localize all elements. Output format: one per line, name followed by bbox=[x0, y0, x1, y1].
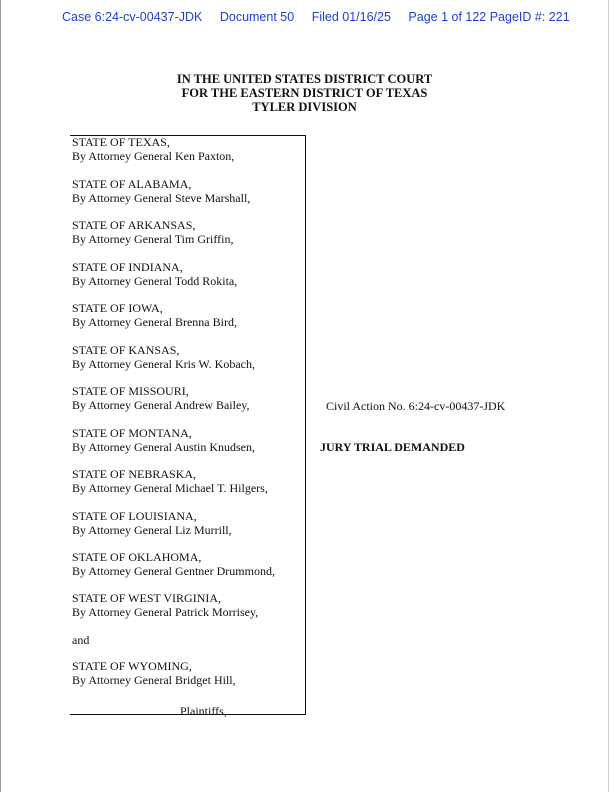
party-attorney-general: By Attorney General Bridget Hill, bbox=[72, 673, 236, 687]
conjunction-and: and bbox=[72, 633, 90, 647]
document-number: Document 50 bbox=[219, 10, 295, 24]
plaintiffs-label: Plaintiffs, bbox=[180, 704, 227, 718]
court-heading-line: TYLER DIVISION bbox=[252, 100, 357, 114]
party-state: STATE OF TEXAS, bbox=[72, 135, 170, 149]
party-block bbox=[72, 218, 233, 246]
party-attorney-general: By Attorney General Todd Rokita, bbox=[72, 274, 238, 288]
party-block bbox=[72, 509, 232, 537]
party-attorney-general: By Attorney General Ken Paxton, bbox=[72, 149, 235, 163]
party-attorney-general: By Attorney General Austin Knudsen, bbox=[72, 440, 255, 454]
party-state: STATE OF OKLAHOMA, bbox=[72, 550, 202, 564]
party-state: STATE OF WEST VIRGINIA, bbox=[72, 591, 222, 605]
party-state: STATE OF ALABAMA, bbox=[72, 177, 192, 191]
party-block bbox=[72, 260, 237, 288]
case-number: Case 6:24-cv-00437-JDK bbox=[62, 10, 203, 24]
party-state: STATE OF KANSAS, bbox=[72, 343, 180, 357]
party-block bbox=[72, 301, 237, 329]
party-state: STATE OF IOWA, bbox=[72, 301, 163, 315]
party-state: STATE OF MONTANA, bbox=[72, 426, 192, 440]
party-block bbox=[72, 177, 250, 205]
party-state: STATE OF ARKANSAS, bbox=[72, 218, 196, 232]
party-attorney-general: By Attorney General Steve Marshall, bbox=[72, 191, 251, 205]
party-block bbox=[72, 135, 234, 163]
court-heading-line: FOR THE EASTERN DISTRICT OF TEXAS bbox=[181, 86, 428, 100]
civil-action-number: Civil Action No. 6:24-cv-00437-JDK bbox=[326, 399, 506, 413]
party-attorney-general: By Attorney General Brenna Bird, bbox=[72, 315, 237, 329]
party-block bbox=[72, 467, 268, 495]
party-block bbox=[72, 659, 236, 687]
court-heading bbox=[0, 72, 609, 114]
party-block bbox=[72, 343, 255, 371]
court-heading-line: IN THE UNITED STATES DISTRICT COURT bbox=[176, 72, 433, 86]
party-attorney-general: By Attorney General Tim Griffin, bbox=[72, 232, 234, 246]
party-attorney-general: By Attorney General Liz Murrill, bbox=[72, 523, 232, 537]
party-state: STATE OF LOUISIANA, bbox=[72, 509, 197, 523]
party-attorney-general: By Attorney General Andrew Bailey, bbox=[72, 398, 250, 412]
party-attorney-general: By Attorney General Patrick Morrisey, bbox=[72, 605, 259, 619]
page-edge bbox=[0, 0, 1, 792]
party-state: STATE OF WYOMING, bbox=[72, 659, 192, 673]
party-state: STATE OF INDIANA, bbox=[72, 260, 183, 274]
party-attorney-general: By Attorney General Gentner Drummond, bbox=[72, 564, 275, 578]
party-block bbox=[72, 591, 258, 619]
page-info: Page 1 of 122 PageID #: 221 bbox=[408, 10, 570, 24]
filing-header-stamp bbox=[62, 10, 570, 24]
party-attorney-general: By Attorney General Michael T. Hilgers, bbox=[72, 481, 268, 495]
party-state: STATE OF NEBRASKA, bbox=[72, 467, 197, 481]
party-attorney-general: By Attorney General Kris W. Kobach, bbox=[72, 357, 255, 371]
party-block bbox=[72, 426, 255, 454]
filed-date: Filed 01/16/25 bbox=[311, 10, 391, 24]
party-block bbox=[72, 550, 275, 578]
party-block bbox=[72, 384, 250, 412]
party-state: STATE OF MISSOURI, bbox=[72, 384, 189, 398]
jury-trial-demand: JURY TRIAL DEMANDED bbox=[320, 440, 465, 454]
